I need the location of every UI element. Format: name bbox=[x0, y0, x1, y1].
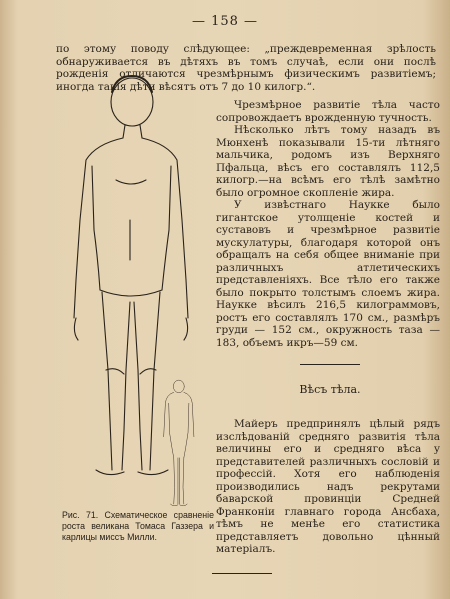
paragraph-3: У извѣстнаго Наукке было гигантское утолщеніе костей и суставовъ и чрезмѣрное развитіе мускулатуры, благодаря которой онъ обращалъ на себя общее вниманіе при различныхъ атлетическихъ представленіяхъ. Все тѣло его также было покрыто толстымъ слоемъ жира. Наукке вѣсилъ 216,5 килограммовъ, ростъ его составлялъ 170 см., размѣръ груди — 152 см., окружность таза — 183, объемъ икръ—59 см. bbox=[216, 199, 440, 349]
paragraph-1: Чрезмѣрное развитіе тѣла часто сопровождаетъ врожденную тучность. bbox=[216, 99, 440, 124]
bottom-rule bbox=[212, 573, 272, 574]
intro-paragraph: по этому поводу слѣдующее: „преждевременная зрѣлость обнаруживается въ дѣтяхъ въ томъ случаѣ, если они послѣ рожденія отличаются чрезмѣрнымъ физическимъ развитіемъ; иногда такія дѣти вѣсятъ отъ 7 до 10 килогр.“. bbox=[56, 43, 436, 93]
paragraph-2: Нѣсколько лѣтъ тому назадъ въ Мюнхенѣ показывали 15-ти лѣтняго мальчика, родомъ изъ Верхняго Пфальца, вѣсъ его составлялъ 112,5 килогр.—на всѣмъ его тѣлѣ замѣтно было огромное скопленіе жира. bbox=[216, 124, 440, 199]
divider-rule bbox=[300, 364, 360, 365]
section-title: Вѣсъ тѣла. bbox=[299, 383, 361, 396]
page-number: — 158 — bbox=[191, 14, 259, 29]
dwarf-figure bbox=[164, 380, 194, 506]
figure-caption: Рис. 71. Схематическое сравненіе роста великана Томаса Газзера и карлицы миссъ Милли. bbox=[62, 510, 214, 542]
section-paragraph: Майеръ предпринялъ цѣлый рядъ изслѣдованій средняго развитія тѣла величины его и средняго вѣса у представителей различныхъ сословій и профессій. Хотя его наблюденія производились надъ рекрутами баварской провинціи Средней Франконіи главнаго города Ансбаха, тѣмъ не менѣе его статистика представляетъ довольно цѣнный матеріалъ. bbox=[216, 418, 440, 555]
giant-figure bbox=[74, 76, 188, 475]
figure-giant-and-dwarf bbox=[56, 70, 206, 506]
